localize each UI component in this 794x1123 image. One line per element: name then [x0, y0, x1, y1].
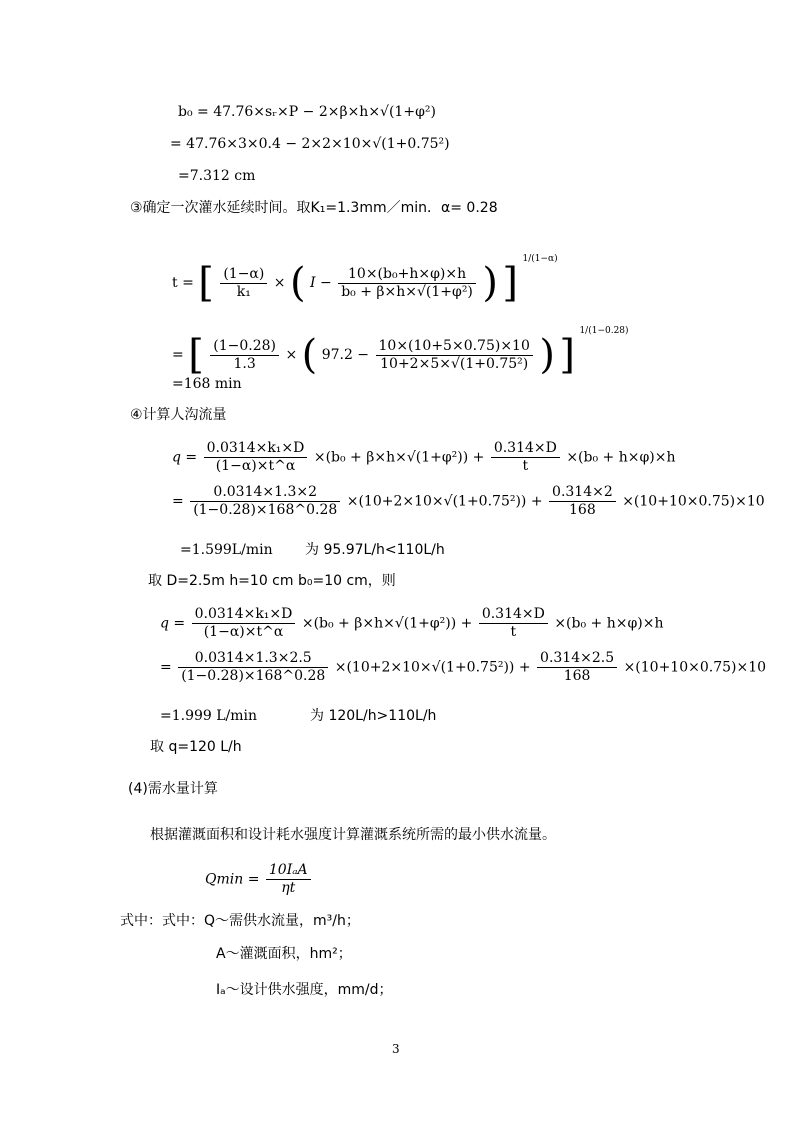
- q3-end: ×(10+10×0.75)×10: [623, 659, 767, 676]
- t-exponent: 1/(1−α): [522, 254, 558, 264]
- q3-num2-sym: 0.314×D: [479, 606, 548, 624]
- t-frac2: [338, 266, 476, 301]
- q3-den1-sym: (1−α)×t^α: [203, 624, 284, 640]
- t2-num2: 10×(10+5×0.75)×10: [376, 338, 533, 356]
- qmin-frac: [266, 862, 311, 897]
- eq-q-line3: q = $\frac{\text{0.0314×k₁×D}}{(1-\alpha)\times t\^{}\alpha}$ ×(b₀ + β×h×√(1+φ²)) + $\frac{0.314\times D}{t}$ ×(b₀ + h×φ)×h: [160, 606, 664, 640]
- step3-heading: ③确定一次灌水延续时间。取K₁=1.3mm／min．α= 0.28: [130, 200, 498, 216]
- q-frac2: [491, 440, 560, 475]
- q3-den1: (1−0.28)×168^0.28: [181, 668, 326, 684]
- eq-q-line4: = $\frac{0.0314\times 1.3\times 2.5}{(1-0.28)\times 168\^{}0.28}$ ×(10+2×10×√(1+0.75²)) + $\frac{0.314\times 2.5}{168}$ ×(10+10×0.75)×10: [160, 650, 767, 684]
- q3-end-sym: ×(b₀ + h×φ)×h: [554, 615, 664, 632]
- section4-intro: 根据灌溉面积和设计耗水强度计算灌溉系统所需的最小供水流量。: [150, 827, 556, 843]
- q2-frac2: [549, 484, 616, 519]
- q3-num2: 0.314×2.5: [537, 650, 617, 668]
- eq-b0-line2: = 47.76×3×0.4 − 2×2×10×√(1+0.75²): [170, 136, 450, 152]
- q3-mid1: ×(10+2×10×√(1+0.75²)) +: [334, 659, 531, 676]
- q3-den2: 168: [563, 668, 591, 684]
- t-num2: 10×(b₀+h×φ)×h: [338, 266, 476, 284]
- where-line1: 式中：式中：Q～需供水流量，m³/h；: [120, 913, 360, 929]
- t-frac1: [220, 266, 267, 301]
- q3-frac1: [178, 650, 328, 685]
- eq-t-line1: t = [ $\frac{(1-\alpha)}{\text{k₁}}$ × ( I − $\frac{\text{10×(b₀+h×φ)×h}}{\text{b₀ + β×h×√(1+φ²)}}$ ) ] $^{1/(1-\alpha)}$: [172, 254, 558, 306]
- q2-den1: (1−0.28)×168^0.28: [193, 502, 338, 518]
- page-number: 3: [392, 1042, 400, 1056]
- t2-den1: 1.3: [233, 355, 256, 372]
- t-den1: k₁: [236, 283, 251, 300]
- t2-frac2: [376, 338, 533, 373]
- step4-result2-note: 为 120L/h>110L/h: [310, 708, 437, 724]
- eq-b0-line1: b₀ = 47.76×sᵣ×P − 2×β×h×√(1+φ²): [178, 104, 436, 120]
- q2-frac1: [190, 484, 340, 519]
- t2-exponent: 1/(1−0.28): [579, 326, 629, 336]
- step4-result1: =1.599L/min: [180, 542, 273, 558]
- q2-num1: 0.0314×1.3×2: [190, 484, 340, 502]
- section4-heading: (4)需水量计算: [128, 781, 218, 797]
- q2-den2: 168: [569, 502, 596, 518]
- q-frac1: [204, 440, 308, 475]
- step4-take: 取 q=120 L/h: [150, 739, 242, 755]
- q3-den2-sym: t: [510, 624, 517, 640]
- qmin-num: 10IₐA: [266, 862, 311, 880]
- q-num1: 0.0314×k₁×D: [204, 440, 308, 458]
- t2-frac1: [210, 338, 279, 373]
- q3-frac1-sym: [192, 606, 296, 641]
- q-mid1: ×(b₀ + β×h×√(1+φ²)) +: [313, 449, 485, 466]
- q3-frac2: [537, 650, 617, 685]
- eq-q-line2: = $\frac{0.0314\times 1.3\times 2}{(1-0.28)\times 168\^{}0.28}$ ×(10+2×10×√(1+0.75²)) + $\frac{0.314\times 2}{168}$ ×(10+10×0.75)×10: [172, 484, 765, 518]
- eq-q-line1: q = $\frac{\text{0.0314×k₁×D}}{(1-\alpha)\times t\^{}\alpha}$ ×(b₀ + β×h×√(1+φ²)) + $\frac{0.314\times D}{t}$ ×(b₀ + h×φ)×h: [172, 440, 676, 474]
- q2-mid1: ×(10+2×10×√(1+0.75²)) +: [346, 493, 543, 510]
- where-line2: A～灌溉面积，hm²；: [216, 946, 352, 962]
- eq-b0-result: =7.312 cm: [178, 168, 256, 184]
- step4-result1-note: 为 95.97L/h<110L/h: [305, 542, 445, 558]
- step4-retake: 取 D=2.5m h=10 cm b₀=10 cm，则: [148, 573, 396, 589]
- q3-num1: 0.0314×1.3×2.5: [178, 650, 328, 668]
- q-end: ×(b₀ + h×φ)×h: [566, 449, 676, 466]
- where-line3: Iₐ～设计供水强度，mm/d；: [216, 982, 393, 998]
- step3-result: =168 min: [172, 376, 242, 392]
- eq-t-line2: = [ $\frac{(1-0.28)}{1.3}$ × ( 97.2 − $\frac{10\times(10+5\times 0.75)\times 10}{\text{10+2×5×√(1+0.75²)}}$ ) ] $^{1/(1-0.28)}$: [172, 326, 629, 378]
- t2-num1: (1−0.28): [210, 338, 279, 356]
- qmin-den: ηt: [281, 880, 296, 896]
- step4-heading: ④计算人沟流量: [130, 407, 227, 423]
- eq-qmin: [205, 862, 313, 897]
- q-den2: t: [522, 458, 529, 474]
- step4-result2: =1.999 L/min: [160, 708, 258, 724]
- q3-num1-sym: 0.0314×k₁×D: [192, 606, 296, 624]
- q2-num2: 0.314×2: [549, 484, 616, 502]
- t-num1: (1−α): [220, 266, 267, 284]
- q2-end: ×(10+10×0.75)×10: [622, 493, 765, 510]
- t2-den2: 10+2×5×√(1+0.75²): [380, 355, 529, 372]
- t-den2: b₀ + β×h×√(1+φ²): [341, 283, 473, 300]
- t-lhs: t =: [172, 275, 194, 291]
- q-num2: 0.314×D: [491, 440, 560, 458]
- qmin-lhs: Qmin =: [205, 871, 260, 888]
- q3-frac2-sym: [479, 606, 548, 641]
- q-den1: (1−α)×t^α: [215, 458, 296, 474]
- q3-mid1-sym: ×(b₀ + β×h×√(1+φ²)) +: [301, 615, 473, 632]
